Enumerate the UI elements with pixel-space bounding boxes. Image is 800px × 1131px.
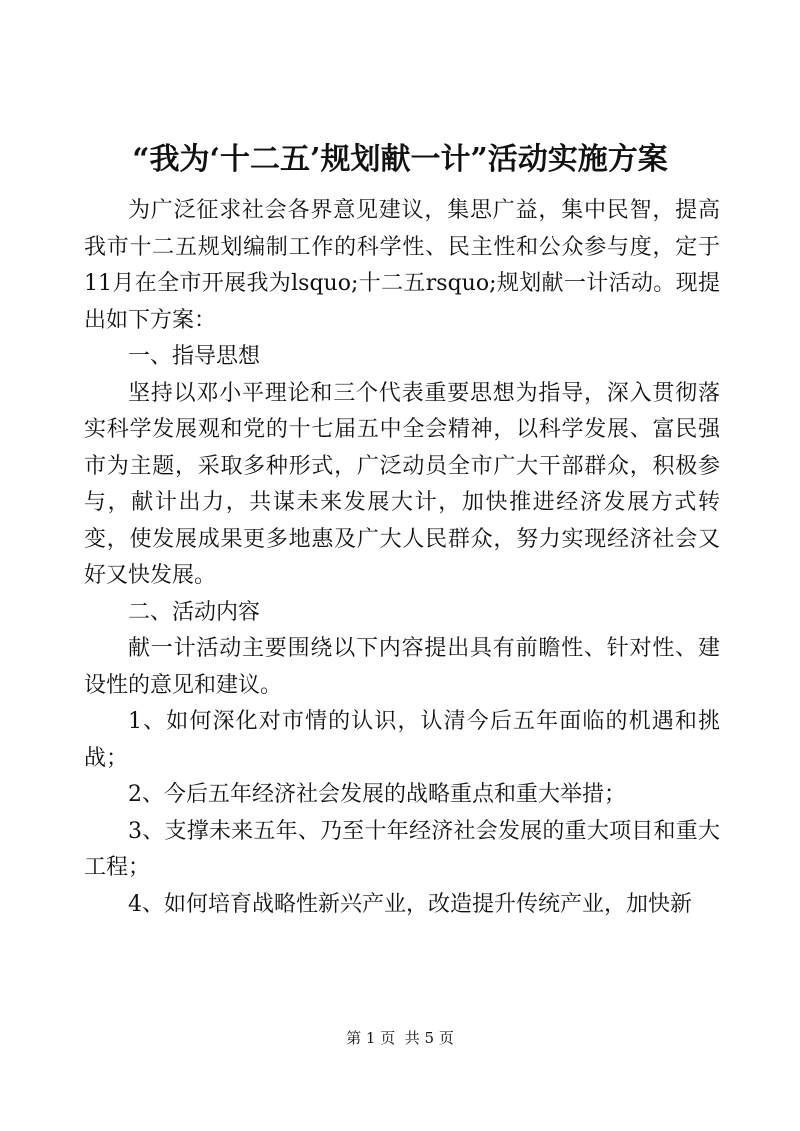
activity-content-paragraph: 献一计活动主要围绕以下内容提出具有前瞻性、针对性、建设性的意见和建议。 bbox=[84, 636, 720, 698]
section-heading-activity-content: 二、活动内容 bbox=[128, 599, 261, 625]
intro-paragraph: 为广泛征求社会各界意见建议，集思广益，集中民智，提高我市十二五规划编制工作的科学性、民主性和公众参与度，定于11月在全市开展我为lsquo;十二五rsquo;规划献一计活动。现提出如下方案： bbox=[84, 198, 720, 333]
section-heading-guiding-ideology: 一、指导思想 bbox=[128, 344, 261, 369]
list-item-4: 4、如何培育战略性新兴产业，改造提升传统产业，加快新 bbox=[128, 891, 692, 917]
list-item-3: 3、支撑未来五年、乃至十年经济社会发展的重大项目和重大工程； bbox=[84, 818, 720, 880]
page-footer bbox=[0, 1028, 800, 1048]
list-item-2: 2、今后五年经济社会发展的战略重点和重大举措； bbox=[128, 782, 626, 807]
guiding-ideology-paragraph: 坚持以邓小平理论和三个代表重要思想为指导，深入贯彻落实科学发展观和党的十七届五中全会精神，以科学发展、富民强市为主题，采取多种形式，广泛动员全市广大干部群众，积极参与，献计出力，共谋未来发展大计，加快推进经济发展方式转变，使发展成果更多地惠及广大人民群众，努力实现经济社会又好又快发展。 bbox=[84, 380, 720, 588]
page-number-label: 第 1 页 共 5 页 bbox=[346, 1029, 454, 1047]
document-title: “我为‘十二五’规划献一计”活动实施方案 bbox=[132, 142, 668, 177]
list-item-1: 1、如何深化对市情的认识，认清今后五年面临的机遇和挑战； bbox=[84, 709, 720, 771]
document-body bbox=[84, 193, 720, 923]
